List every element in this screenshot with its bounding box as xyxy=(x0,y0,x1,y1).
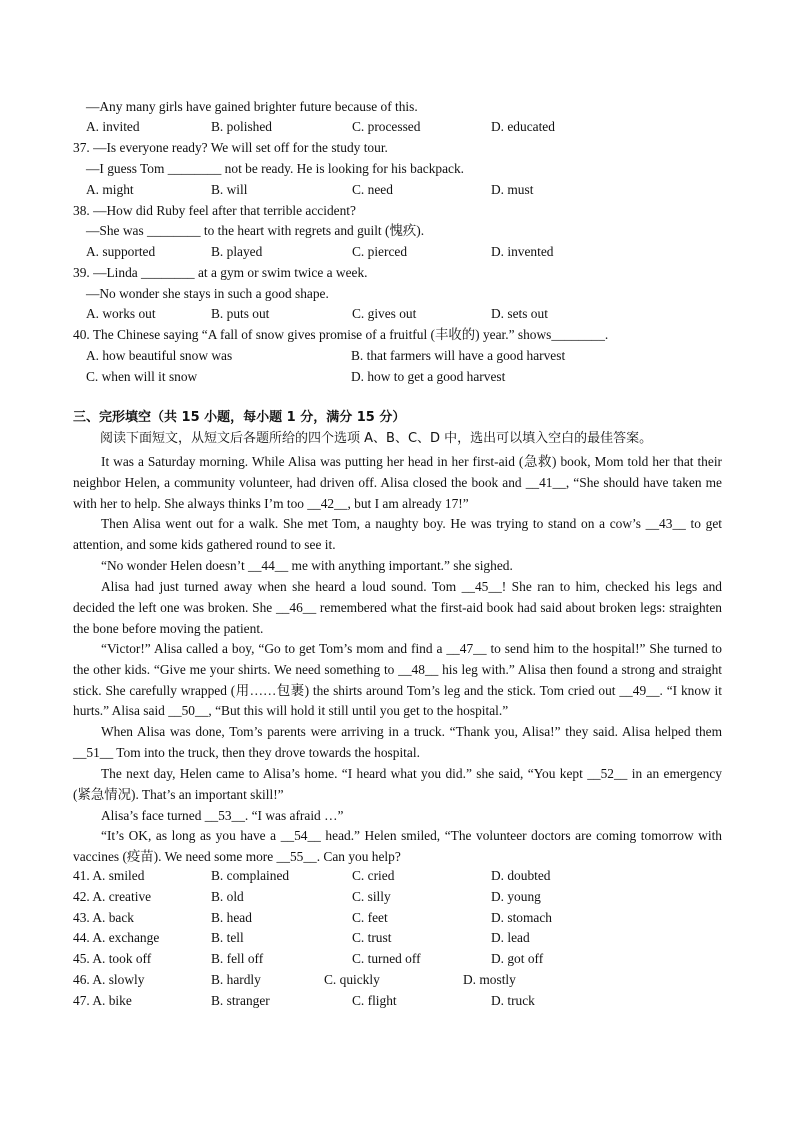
q38-option-c[interactable]: C. pierced xyxy=(352,244,408,259)
q40-option-c[interactable]: C. when will it snow xyxy=(86,369,198,384)
q37-option-b[interactable]: B. will xyxy=(211,182,248,197)
q37-option-a[interactable]: A. might xyxy=(86,182,134,197)
q39-option-c[interactable]: C. gives out xyxy=(352,306,417,321)
q40-option-d[interactable]: D. how to get a good harvest xyxy=(351,369,506,384)
passage-paragraph-7: The next day, Helen came to Alisa’s home. “I heard what you did.” she said, “You kept __52__ in an emergency (紧急情况). That’s an important skill!” xyxy=(73,766,722,802)
q45-option-b[interactable]: B. fell off xyxy=(211,951,264,966)
q41-option-d[interactable]: D. doubted xyxy=(491,868,551,883)
q37-option-c[interactable]: C. need xyxy=(352,182,393,197)
q36-option-a[interactable]: A. invited xyxy=(86,119,140,134)
q36-option-c[interactable]: C. processed xyxy=(352,119,421,134)
passage-paragraph-6: When Alisa was done, Tom’s parents were arriving in a truck. “Thank you, Alisa!” they said. Alisa helped them __51__ Tom into the truck, then they drove towards the hospital. xyxy=(73,724,722,760)
q45-option-d[interactable]: D. got off xyxy=(491,951,544,966)
passage-paragraph-1: It was a Saturday morning. While Alisa was putting her head in her first-aid (急救) book, Mom told her that their neighbor Helen, a community volunteer, had driven off. Alisa closed the book and __41__, “She should have taken me with her to help. She always thinks I’m too __42__, but I am already 17!” xyxy=(73,454,722,511)
q46-option-b[interactable]: B. hardly xyxy=(211,972,261,987)
q38-option-a[interactable]: A. supported xyxy=(86,244,156,259)
q38-line2: —She was ________ to the heart with regrets and guilt (愧疚). xyxy=(86,223,425,238)
passage-paragraph-8: Alisa’s face turned __53__. “I was afraid …” xyxy=(101,808,344,823)
passage-paragraph-3: “No wonder Helen doesn’t __44__ me with anything important.” she sighed. xyxy=(101,558,513,573)
q39-option-a[interactable]: A. works out xyxy=(86,306,156,321)
section-heading: 三、完形填空（共 15 小题，每小题 1 分，满分 15 分） xyxy=(73,410,406,425)
q43-option-d[interactable]: D. stomach xyxy=(491,910,552,925)
q40-option-b[interactable]: B. that farmers will have a good harvest xyxy=(351,348,566,363)
q44-option-c[interactable]: C. trust xyxy=(352,930,392,945)
q42-option-d[interactable]: D. young xyxy=(491,889,541,904)
q37-option-d[interactable]: D. must xyxy=(491,182,534,197)
q47-option-d[interactable]: D. truck xyxy=(491,993,535,1008)
q39-option-d[interactable]: D. sets out xyxy=(491,306,548,321)
passage-paragraph-9: “It’s OK, as long as you have a __54__ head.” Helen smiled, “The volunteer doctors are coming tomorrow with vaccines (疫苗). We need some more __55__. Can you help? xyxy=(73,828,722,864)
q47-option-a[interactable]: 47. A. bike xyxy=(73,993,132,1008)
q45-option-a[interactable]: 45. A. took off xyxy=(73,951,152,966)
q41-option-a[interactable]: 41. A. smiled xyxy=(73,868,145,883)
q41-option-b[interactable]: B. complained xyxy=(211,868,290,883)
q38-option-d[interactable]: D. invented xyxy=(491,244,554,259)
q38-option-b[interactable]: B. played xyxy=(211,244,263,259)
q43-option-b[interactable]: B. head xyxy=(211,910,252,925)
q40-option-a[interactable]: A. how beautiful snow was xyxy=(86,348,233,363)
q44-option-b[interactable]: B. tell xyxy=(211,930,244,945)
section-instruction: 阅读下面短文，从短文后各题所给的四个选项 A、B、C、D 中，选出可以填入空白的最佳答案。 xyxy=(100,431,653,446)
q43-option-c[interactable]: C. feet xyxy=(352,910,388,925)
q41-option-c[interactable]: C. cried xyxy=(352,868,395,883)
passage-paragraph-5: “Victor!” Alisa called a boy, “Go to get Tom’s mom and find a __47__ to send him to the hospital!” She turned to the other kids. “Give me your shirts. We need something to __48__ his leg with.” Alisa then found a strong and straight stick. She carefully wrapped (用……包裹) the shirts around Tom’s leg and the stick. Tom cried out __49__. “I know it hurts.” Alisa said __50__, “But this will hold it still until you get to the hospital.” xyxy=(73,641,722,719)
q45-option-c[interactable]: C. turned off xyxy=(352,951,421,966)
q43-option-a[interactable]: 43. A. back xyxy=(73,910,134,925)
q36-option-d[interactable]: D. educated xyxy=(491,119,555,134)
q38-stem: 38. —How did Ruby feel after that terrible accident? xyxy=(73,203,356,218)
q46-option-d[interactable]: D. mostly xyxy=(463,972,516,987)
q37-stem: 37. —Is everyone ready? We will set off for the study tour. xyxy=(73,140,388,155)
passage-paragraph-2: Then Alisa went out for a walk. She met Tom, a naughty boy. He was trying to stand on a cow’s __43__ to get attention, and some kids gathered round to see it. xyxy=(73,516,722,552)
q47-option-b[interactable]: B. stranger xyxy=(211,993,270,1008)
q39-line2: —No wonder she stays in such a good shape. xyxy=(86,286,329,301)
q42-option-a[interactable]: 42. A. creative xyxy=(73,889,152,904)
passage-paragraph-4: Alisa had just turned away when she heard a loud sound. Tom __45__! She ran to him, checked his legs and decided the left one was broken. She __46__ remembered what the first-aid book had said about broken legs: straighten the bone before moving the patient. xyxy=(73,579,722,636)
q46-option-c[interactable]: C. quickly xyxy=(324,972,380,987)
q39-option-b[interactable]: B. puts out xyxy=(211,306,270,321)
q46-option-a[interactable]: 46. A. slowly xyxy=(73,972,145,987)
q36-answer-line: —Any many girls have gained brighter future because of this. xyxy=(86,99,418,114)
q47-option-c[interactable]: C. flight xyxy=(352,993,397,1008)
q42-option-c[interactable]: C. silly xyxy=(352,889,391,904)
q37-line2: —I guess Tom ________ not be ready. He is looking for his backpack. xyxy=(86,161,465,176)
q44-option-d[interactable]: D. lead xyxy=(491,930,530,945)
q40-stem: 40. The Chinese saying “A fall of snow gives promise of a fruitful (丰收的) year.” shows________. xyxy=(73,327,609,342)
q44-option-a[interactable]: 44. A. exchange xyxy=(73,930,160,945)
q42-option-b[interactable]: B. old xyxy=(211,889,244,904)
q36-option-b[interactable]: B. polished xyxy=(211,119,273,134)
q39-stem: 39. —Linda ________ at a gym or swim twice a week. xyxy=(73,265,368,280)
